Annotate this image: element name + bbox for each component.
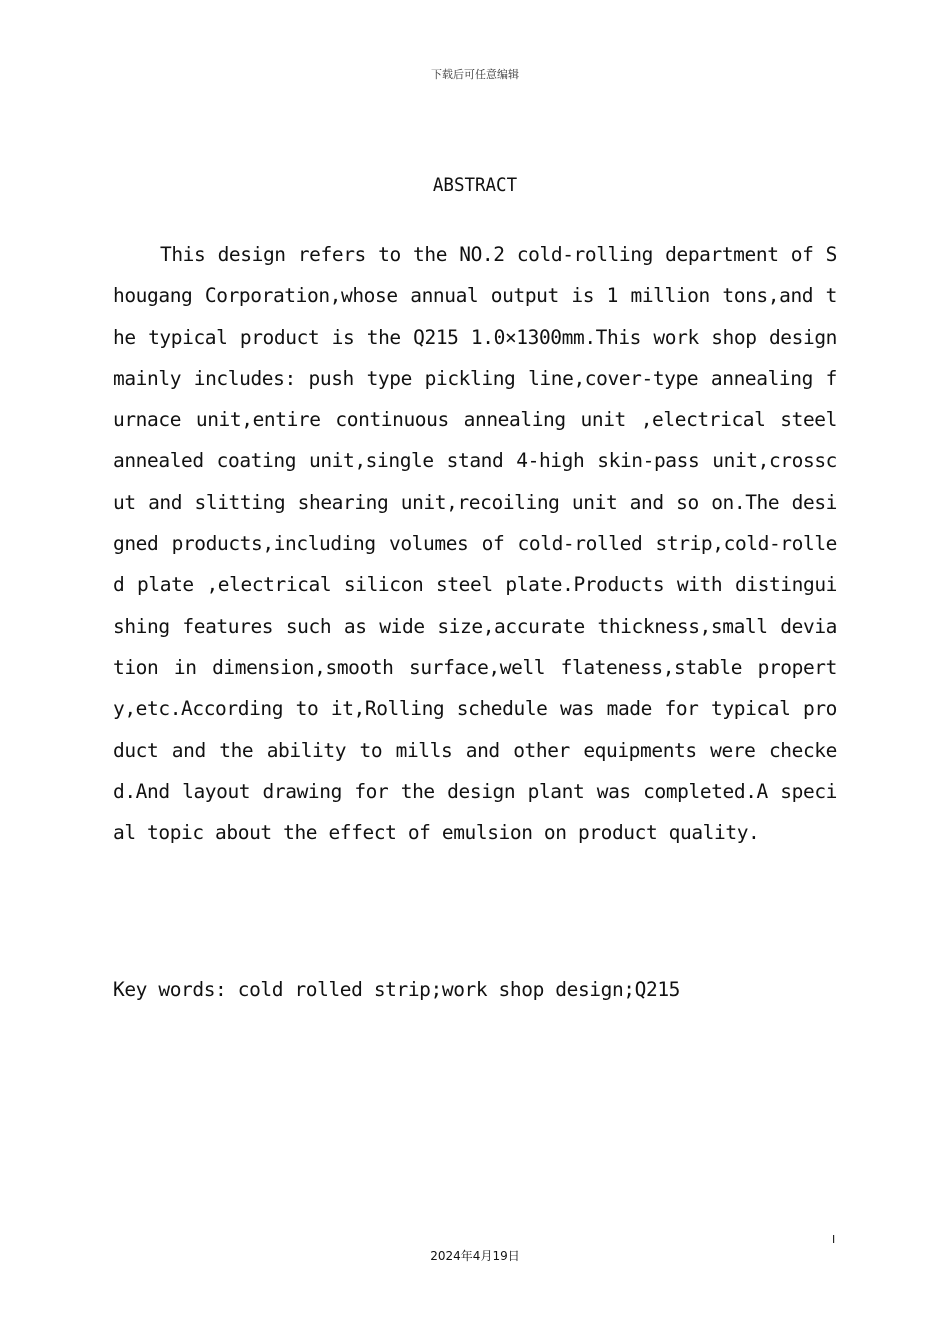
abstract-title: ABSTRACT — [432, 174, 518, 196]
page-number: I — [832, 1233, 836, 1246]
keywords-line: Key words: cold rolled strip;work shop design;Q215 — [113, 978, 680, 1001]
page-footer-date: 2024年4月19日 — [430, 1249, 520, 1263]
abstract-text: This design refers to the NO.2 cold-rolling department of Shougang Corporation,whose annual output is 1 million tons,and the typical product is the Q215 1.0×1300mm.This work shop design mainly includes: push type pickling line,cover-type annealing furnace unit,entire continuous annealing unit ,electrical steel annealed coating unit,single stand 4-high skin-pass unit,crosscut and slitting shearing unit,recoiling unit and so on.The designed products,including volumes of cold-rolled strip,cold-rolled plate ,electrical silicon steel plate.Products with distinguishing features such as wide size,accurate thickness,small deviation in dimension,smooth surface,well flateness,stable property,etc.According to it,Rolling schedule was made for typical product and the ability to mills and other equipments were checked.And layout drawing for the design plant was completed.A special topic about the effect of emulsion on product quality. — [113, 243, 837, 845]
page-header: 下载后可任意编辑 — [431, 68, 519, 81]
abstract-paragraph — [113, 234, 837, 853]
